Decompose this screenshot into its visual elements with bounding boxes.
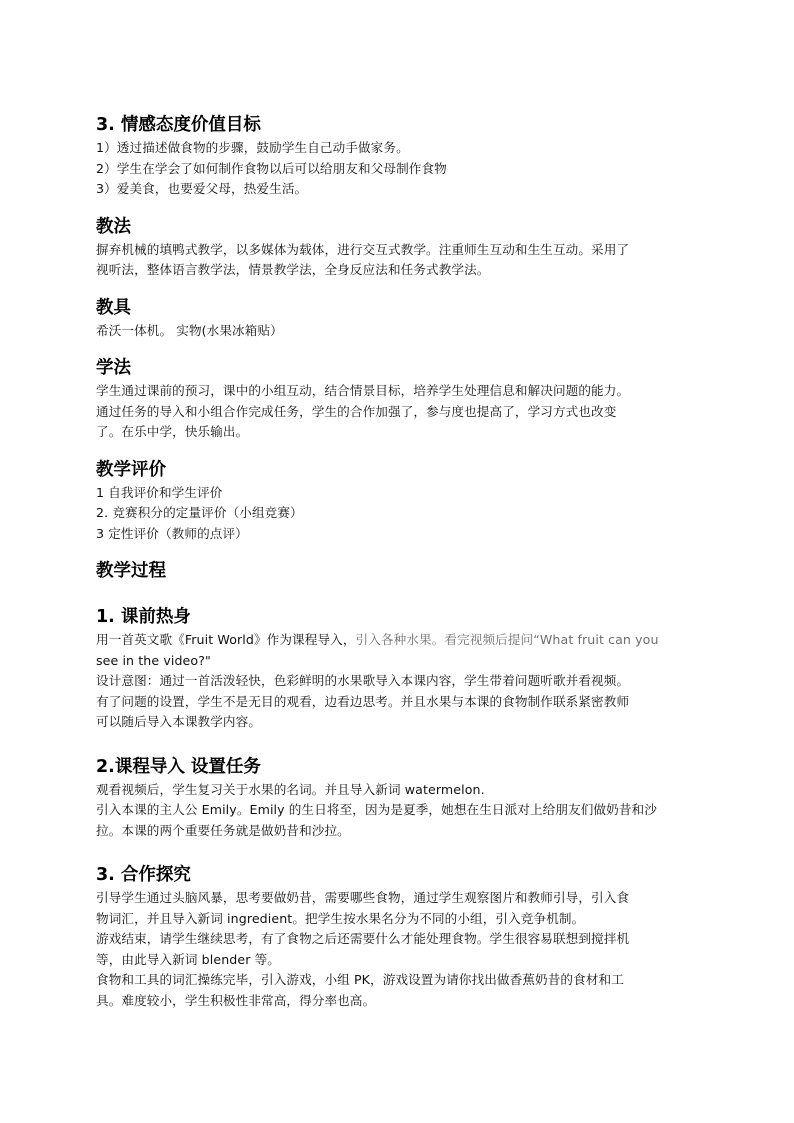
section-lesson-intro [96,755,698,842]
section-heading: 学法 [96,358,131,378]
section-teaching-aids [96,296,698,342]
section-learning-method [96,356,698,443]
body-line: 有了问题的设置，学生不是无目的观看，边看边思考。并且水果与本课的食物制作联系紧密教师 [96,693,630,709]
section-heading: 教法 [96,216,131,237]
body-line: 引导学生通过头脑风暴，思考要做奶昔，需要哪些食物，通过学生观察图片和教师引导，引入食 [96,890,630,905]
body-line: 引入本课的主人公 Emily。Emily 的生日将至，因为是夏季，她想在生日派对上给朋友们做奶昔和沙 [96,802,657,817]
body-line: 希沃一体机。 实物(水果冰箱贴） [96,322,283,338]
body-line: 3 定性评价（教师的点评） [96,525,248,541]
section-heading: 2.课程导入 设置任务 [96,756,261,777]
body-line: 设计意图：通过一首活泼轻快，色彩鲜明的水果歌导入本课内容，学生带着问题听歌并看视频。 [96,673,630,688]
body-line: 1）透过描述做食物的步骤，鼓励学生自己动手做家务。 [96,140,409,155]
body-line: 具。难度较小，学生积极性非常高，得分率也高。 [96,992,376,1008]
body-line: see in the video?" [96,652,211,668]
body-line: 可以随后导入本课教学内容。 [96,714,262,729]
body-line [96,630,698,651]
section-heading: 3. 合作探究 [96,865,191,885]
section-evaluation [96,458,698,545]
body-line: 3）爱美食，也要爱父母，热爱生活。 [96,181,308,196]
intro-question-text: 引入各种水果。看完视频后提问“What fruit can you [355,632,659,647]
document-body [96,113,698,1026]
intro-text: 用一首英文歌《Fruit World》作为课程导入， [96,632,356,647]
section-heading: 教具 [96,297,131,318]
body-line: 观看视频后，学生复习关于水果的名词。并且导入新词 watermelon. [96,781,485,797]
body-line: 通过任务的导入和小组合作完成任务，学生的合作加强了，参与度也提高了，学习方式也改变 [96,403,617,419]
body-line: 了。在乐中学，快乐输出。 [96,424,249,439]
body-line: 2）学生在学会了如何制作食物以后可以给朋友和父母制作食物 [96,160,447,176]
body-line: 2. 竞赛积分的定量评价（小组竞赛） [96,505,303,520]
section-heading: 1. 课前热身 [96,607,191,627]
section-heading: 教学评价 [96,459,166,480]
section-cooperative-inquiry [96,863,698,1011]
body-line: 物词汇，并且导入新词 ingredient。把学生按水果名分为不同的小组，引入竞争机制。 [96,910,585,926]
section-heading: 3. 情感态度价值目标 [96,115,261,135]
body-line: 摒弃机械的填鸭式教学，以多媒体为载体，进行交互式教学。注重师生互动和生生互动。采用了 [96,241,630,257]
section-heading: 教学过程 [96,561,166,581]
body-line: 学生通过课前的预习，课中的小组互动，结合情景目标，培养学生处理信息和解决问题的能力。 [96,383,630,398]
section-teaching-process [96,559,698,583]
body-line: 1 自我评价和学生评价 [96,484,223,500]
section-warm-up [96,605,698,733]
section-emotional-goals [96,113,698,200]
body-line: 游戏结束，请学生继续思考，有了食物之后还需要什么才能处理食物。学生很容易联想到搅拌机 [96,931,630,946]
body-line: 食物和工具的词汇操练完毕，引入游戏，小组 PK，游戏设置为请你找出做香蕉奶昔的食材和工 [96,972,624,987]
section-teaching-method [96,215,698,281]
body-line: 拉。本课的两个重要任务就是做奶昔和沙拉。 [96,822,350,838]
body-line: 等，由此导入新词 blender 等。 [96,951,280,967]
body-line: 视听法，整体语言教学法，情景教学法，全身反应法和任务式教学法。 [96,262,490,277]
